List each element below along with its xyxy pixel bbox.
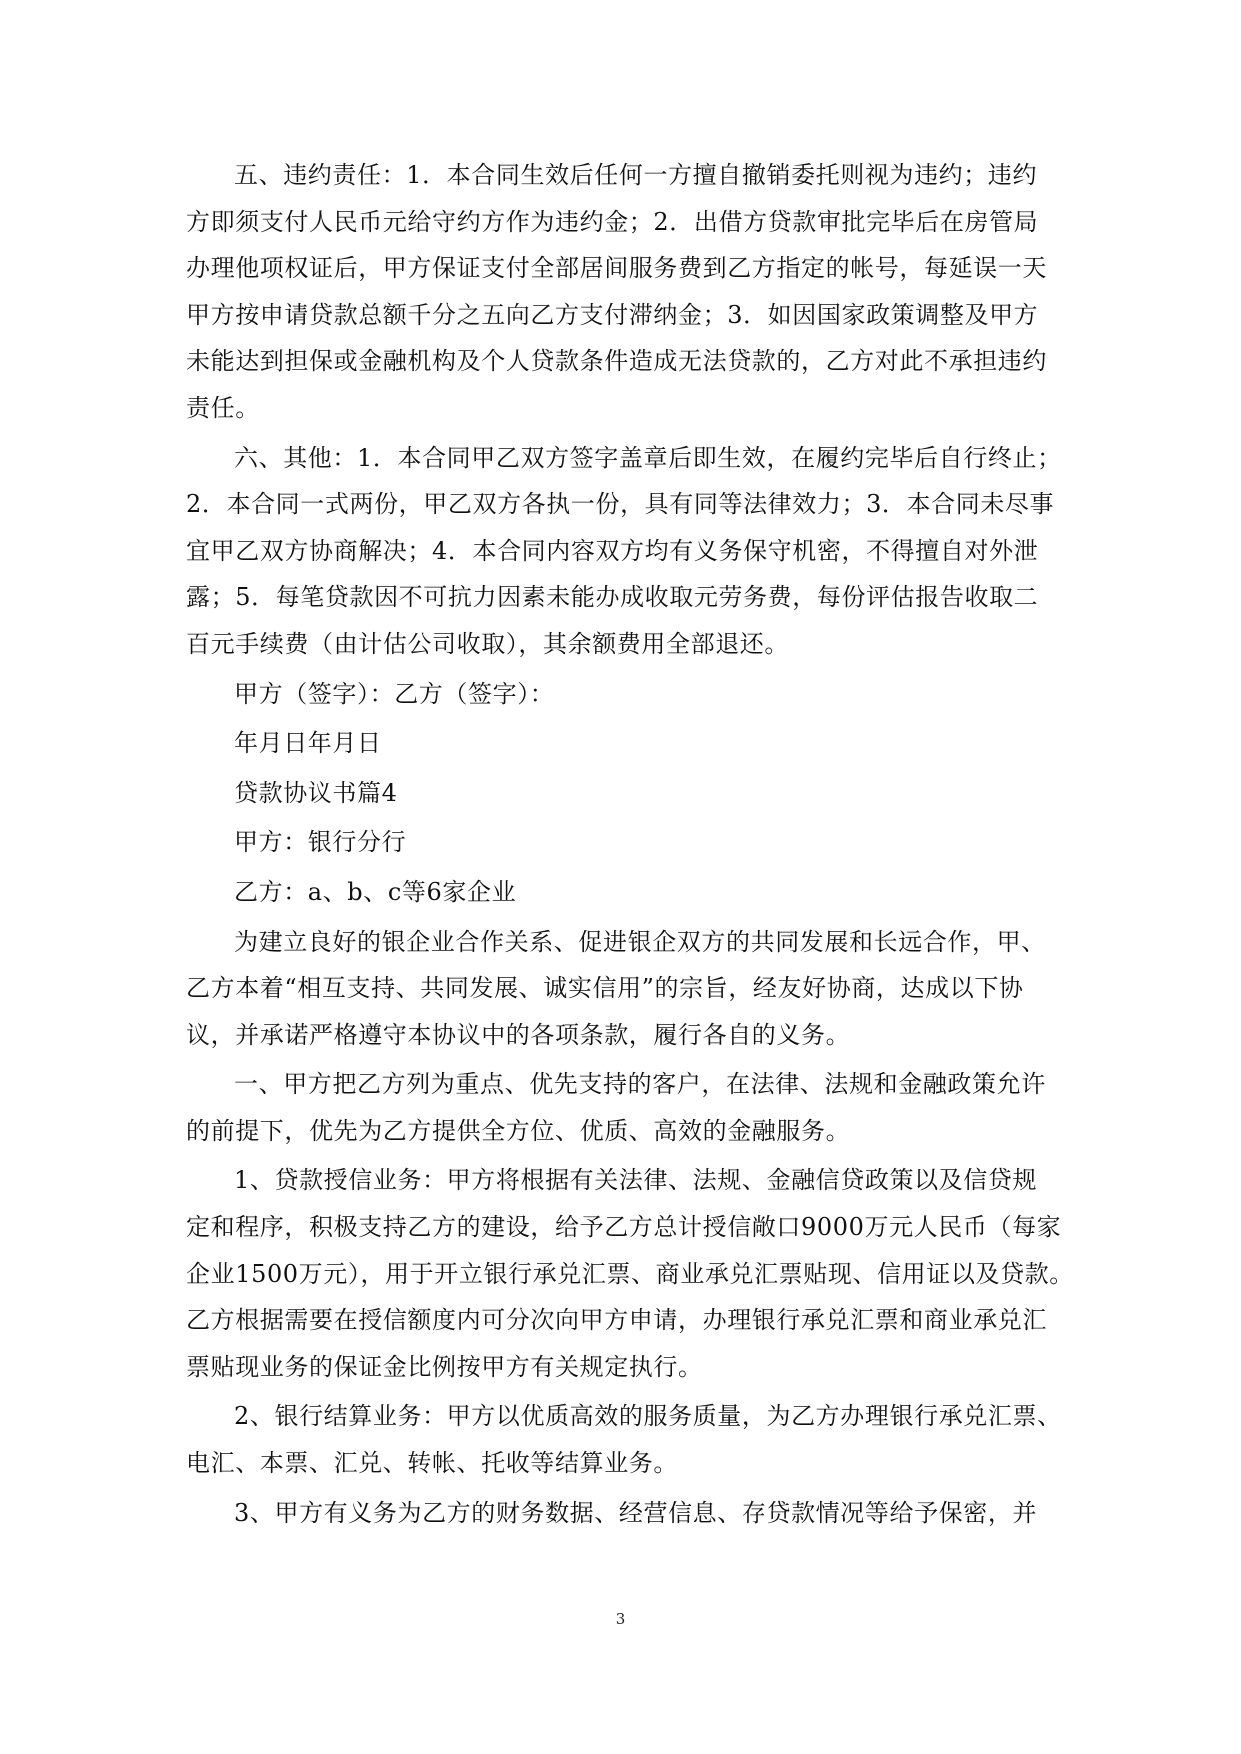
paragraph (186, 720, 1052, 767)
text-line: 电汇、本票、汇兑、转帐、托收等结算业务。 (186, 1449, 678, 1478)
paragraph (186, 435, 1062, 668)
page-number: 3 (615, 1610, 626, 1628)
text-line: 未能达到担保或金融机构及个人贷款条件造成无法贷款的，乙方对此不承担违约 (186, 347, 1047, 376)
paragraph (186, 1061, 1052, 1154)
text-line: 乙方根据需要在授信额度内可分次向甲方申请，办理银行承兑汇票和商业承兑汇 (186, 1306, 1047, 1335)
text-line: 企业1500万元），用于开立银行承兑汇票、商业承兑汇票贴现、信用证以及贷款。 (186, 1259, 1074, 1288)
text-line: 票贴现业务的保证金比例按甲方有关规定执行。 (186, 1352, 703, 1381)
text-line: 乙方：a、b、c等6家企业 (234, 877, 517, 906)
text-line: 2、银行结算业务：甲方以优质高效的服务质量，为乙方办理银行承兑汇票、 (234, 1402, 1062, 1431)
paragraph (186, 1157, 1074, 1390)
text-line: 3、甲方有义务为乙方的财务数据、经营信息、存贷款情况等给予保密，并 (234, 1498, 1038, 1527)
paragraph (186, 919, 1052, 1059)
text-line: 责任。 (186, 393, 260, 422)
text-line: 乙方本着“相互支持、共同发展、诚实信用”的宗旨，经友好协商，达成以下协 (186, 974, 1024, 1003)
document-body (186, 152, 1074, 1539)
paragraph (186, 770, 1052, 817)
text-line: 露；5．每笔贷款因不可抗力因素未能办成收取元劳务费，每份评估报告收取二 (186, 583, 1039, 612)
text-line: 宜甲乙双方协商解决；4．本合同内容双方均有义务保守机密，不得擅自对外泄 (186, 536, 1039, 565)
text-line: 甲方：银行分行 (234, 828, 407, 857)
text-line: 办理他项权证后，甲方保证支付全部居间服务费到乙方指定的帐号，每延误一天 (186, 254, 1047, 283)
text-line: 2．本合同一式两份，甲乙双方各执一份，具有同等法律效力；3．本合同未尽事 (186, 490, 1055, 519)
paragraph (186, 1393, 1062, 1486)
paragraph (186, 152, 1052, 432)
paragraph (186, 869, 1052, 916)
text-line: 甲方按申请贷款总额千分之五向乙方支付滞纳金；3．如因国家政策调整及甲方 (186, 300, 1039, 329)
text-line: 定和程序，积极支持乙方的建设，给予乙方总计授信敞口9000万元人民币（每家 (186, 1213, 1062, 1242)
text-line: 议，并承诺严格遵守本协议中的各项条款，履行各自的义务。 (186, 1020, 851, 1049)
text-line: 年月日年月日 (234, 729, 382, 758)
paragraph (186, 819, 1052, 866)
text-line: 五、违约责任：1．本合同生效后任何一方擅自撤销委托则视为违约；违约 (234, 161, 1038, 189)
text-line: 贷款协议书篇4 (234, 778, 398, 807)
text-line: 百元手续费（由计估公司收取），其余额费用全部退还。 (186, 629, 789, 658)
text-line: 甲方（签字）：乙方（签字）： (234, 679, 555, 708)
paragraph (186, 1490, 1052, 1537)
text-line: 为建立良好的银企业合作关系、促进银企双方的共同发展和长远合作，甲、 (234, 927, 1046, 956)
text-line: 1、贷款授信业务：甲方将根据有关法律、法规、金融信贷政策以及信贷规 (234, 1166, 1038, 1195)
text-line: 六、其他：1．本合同甲乙双方签字盖章后即生效，在履约完毕后自行终止； (234, 443, 1062, 472)
text-line: 方即须支付人民币元给守约方作为违约金；2．出借方贷款审批完毕后在房管局 (186, 207, 1039, 236)
paragraph (186, 671, 1052, 718)
text-line: 的前提下，优先为乙方提供全方位、优质、高效的金融服务。 (186, 1116, 851, 1145)
text-line: 一、甲方把乙方列为重点、优先支持的客户，在法律、法规和金融政策允许 (234, 1070, 1046, 1099)
